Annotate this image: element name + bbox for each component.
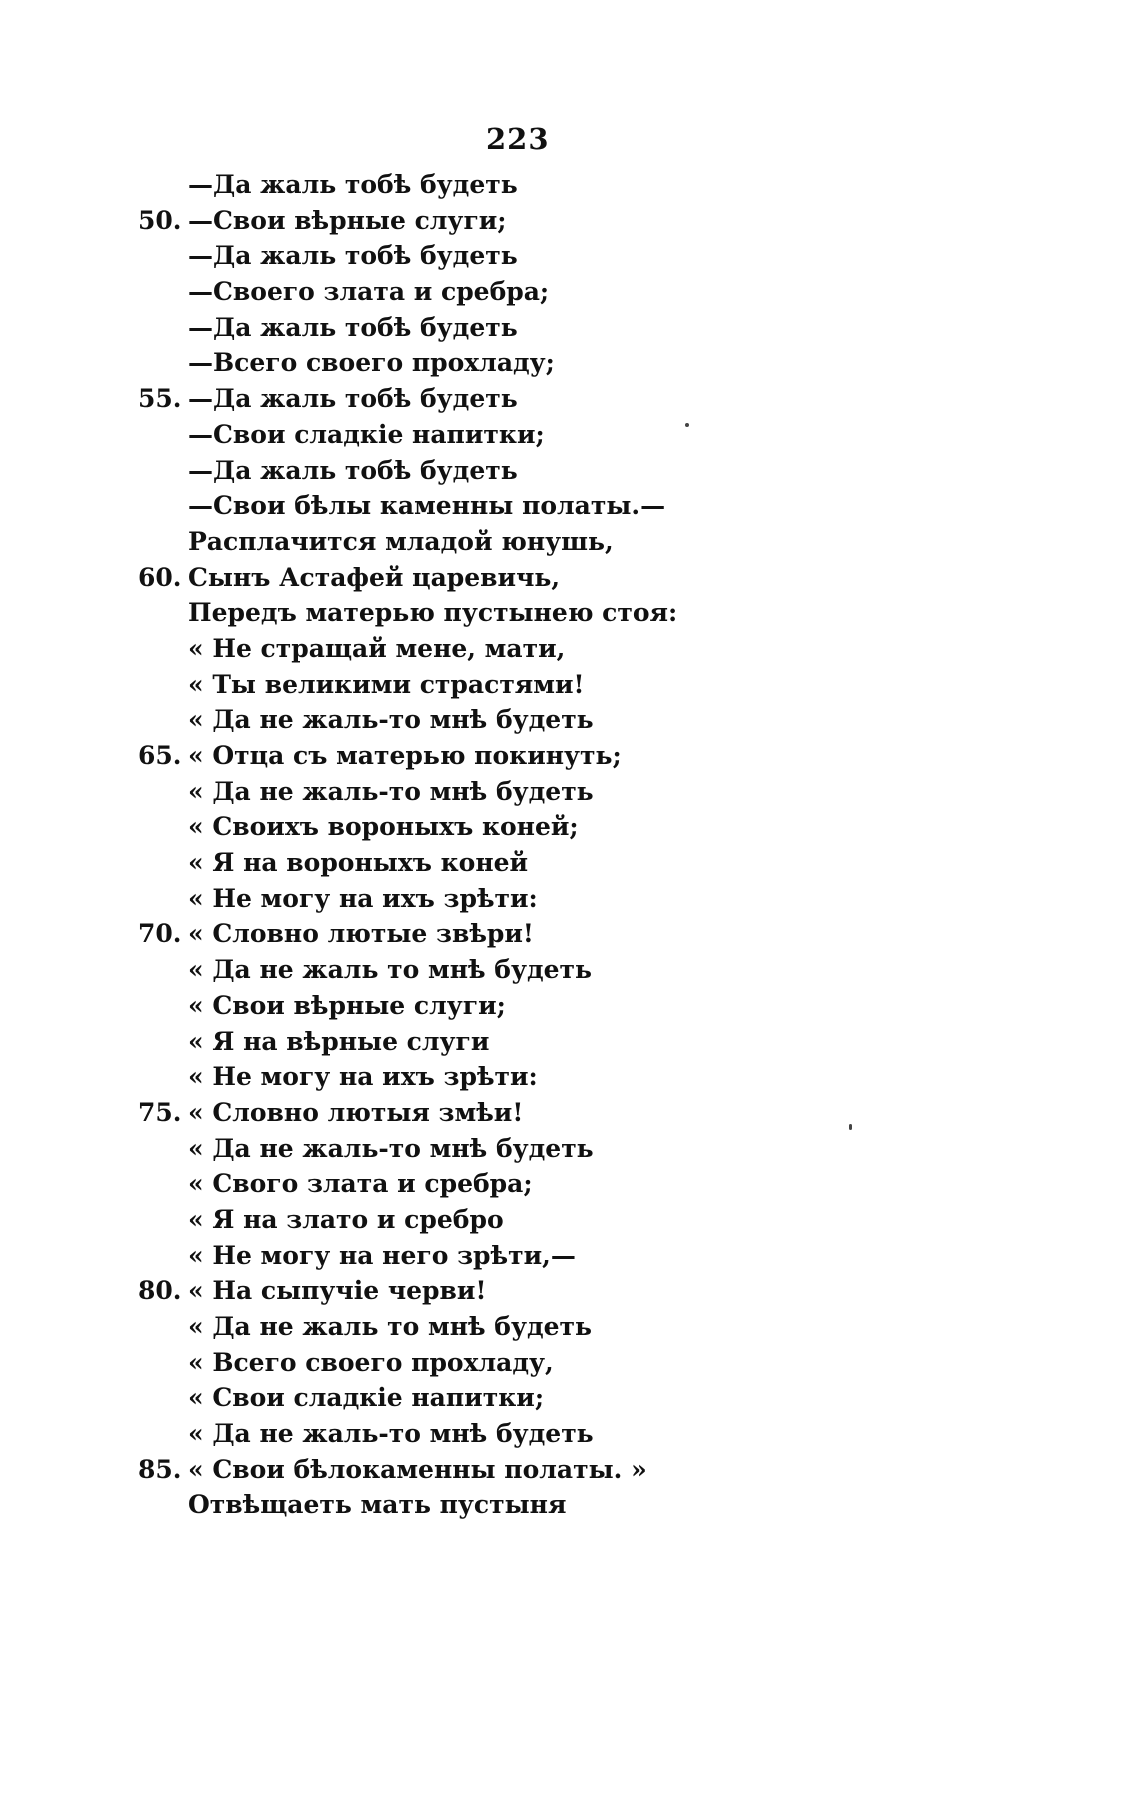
verse-text: —Свои сладкіе напитки; [188,419,545,449]
verse-text: « Я на вороныхъ коней [188,848,529,878]
poem-line [0,274,1140,310]
verse-text: Отвѣщаеть мать пустыня [188,1490,567,1520]
poem-line [0,1095,1140,1131]
verse-text: « На сыпучіе черви! [188,1276,487,1306]
line-number: 60. [138,562,182,592]
verse-text: « Да не жаль-то мнѣ будеть [188,1419,594,1449]
verse-text: « Не могу на ихъ зрѣти: [188,883,538,913]
verse-text: « Я на вѣрные слуги [188,1026,490,1056]
poem-line [0,1416,1140,1452]
poem-line [0,1309,1140,1345]
verse-text: —Свои бѣлы каменны полаты.— [188,491,666,521]
poem-line [0,167,1140,203]
verse-text: « Свои сладкіе напитки; [188,1383,545,1413]
poem-line [0,702,1140,738]
poem-line [0,1487,1140,1523]
poem-line [0,952,1140,988]
verse-text: —Да жаль тобѣ будеть [188,241,518,271]
poem-line [0,881,1140,917]
poem-line [0,1238,1140,1274]
poem-line [0,1380,1140,1416]
verse-text: « Да не жаль-то мнѣ будеть [188,1133,594,1163]
verse-text: « Да не жаль то мнѣ будеть [188,955,592,985]
line-number: 75. [138,1097,182,1127]
print-speck [685,423,689,427]
poem-line [0,845,1140,881]
poem-line [0,738,1140,774]
poem-line [0,381,1140,417]
poem-line [0,417,1140,453]
line-number: 85. [138,1454,182,1484]
verse-text: « Не стращай мене, мати, [188,633,566,663]
poem-line [0,203,1140,239]
verse-text: « Своихъ вороныхъ коней; [188,812,579,842]
verse-text: « Отца съ матерью покинуть; [188,741,622,770]
poem-line [0,1273,1140,1309]
poem-line [0,916,1140,952]
print-speck [849,1124,852,1130]
page-number: 223 [486,122,550,156]
poem-line [0,1059,1140,1095]
poem-line [0,809,1140,845]
line-number: 50. [138,205,182,235]
verse-text: « Свои вѣрные слуги; [188,990,506,1020]
verse-text: —Свои вѣрные слуги; [188,205,507,235]
verse-text: « Свого злата и сребра; [188,1169,533,1199]
poem-line [0,595,1140,631]
poem-line [0,631,1140,667]
poem-line [0,1024,1140,1060]
poem-line [0,988,1140,1024]
verse-text: —Да жаль тобѣ будеть [188,312,518,342]
poem-line [0,310,1140,346]
verse-text: —Да жаль тобѣ будеть [188,384,518,414]
line-number: 65. [138,741,182,770]
poem-line [0,488,1140,524]
verse-text: « Да не жаль-то мнѣ будеть [188,705,594,735]
verse-text: Сынъ Астафей царевичь, [188,562,561,592]
verse-text: « Словно лютые звѣри! [188,919,534,949]
verse-text: « Ты великими страстями! [188,669,585,699]
poem-line [0,560,1140,596]
verse-text: —Всего своего прохладу; [188,348,555,378]
poem-line [0,1202,1140,1238]
verse-text: « Не могу на него зрѣти,— [188,1240,576,1270]
verse-text: « Я на злато и сребро [188,1204,504,1234]
verse-text: « Да не жаль-то мнѣ будеть [188,776,594,806]
verse-text: Расплачится младой юнушь, [188,526,614,556]
poem-text [0,167,1140,1523]
poem-line [0,1131,1140,1167]
verse-text: « Не могу на ихъ зрѣти: [188,1062,538,1092]
verse-text: « Словно лютыя змѣи! [188,1097,524,1127]
poem-line [0,1452,1140,1488]
verse-text: « Свои бѣлокаменны полаты. » [188,1454,647,1484]
poem-line [0,453,1140,489]
line-number: 80. [138,1276,182,1306]
verse-text: Передъ матерью пустынею стоя: [188,598,678,628]
verse-text: —Своего злата и сребра; [188,277,550,307]
poem-line [0,667,1140,703]
verse-text: —Да жаль тобѣ будеть [188,455,518,485]
line-number: 70. [138,919,182,949]
poem-line [0,345,1140,381]
line-number: 55. [138,384,182,414]
poem-line [0,774,1140,810]
poem-line [0,524,1140,560]
verse-text: « Да не жаль то мнѣ будеть [188,1312,592,1341]
poem-line [0,1345,1140,1381]
verse-text: « Всего своего прохладу, [188,1347,554,1377]
verse-text: —Да жаль тобѣ будеть [188,170,518,199]
poem-line [0,1166,1140,1202]
poem-line [0,238,1140,274]
